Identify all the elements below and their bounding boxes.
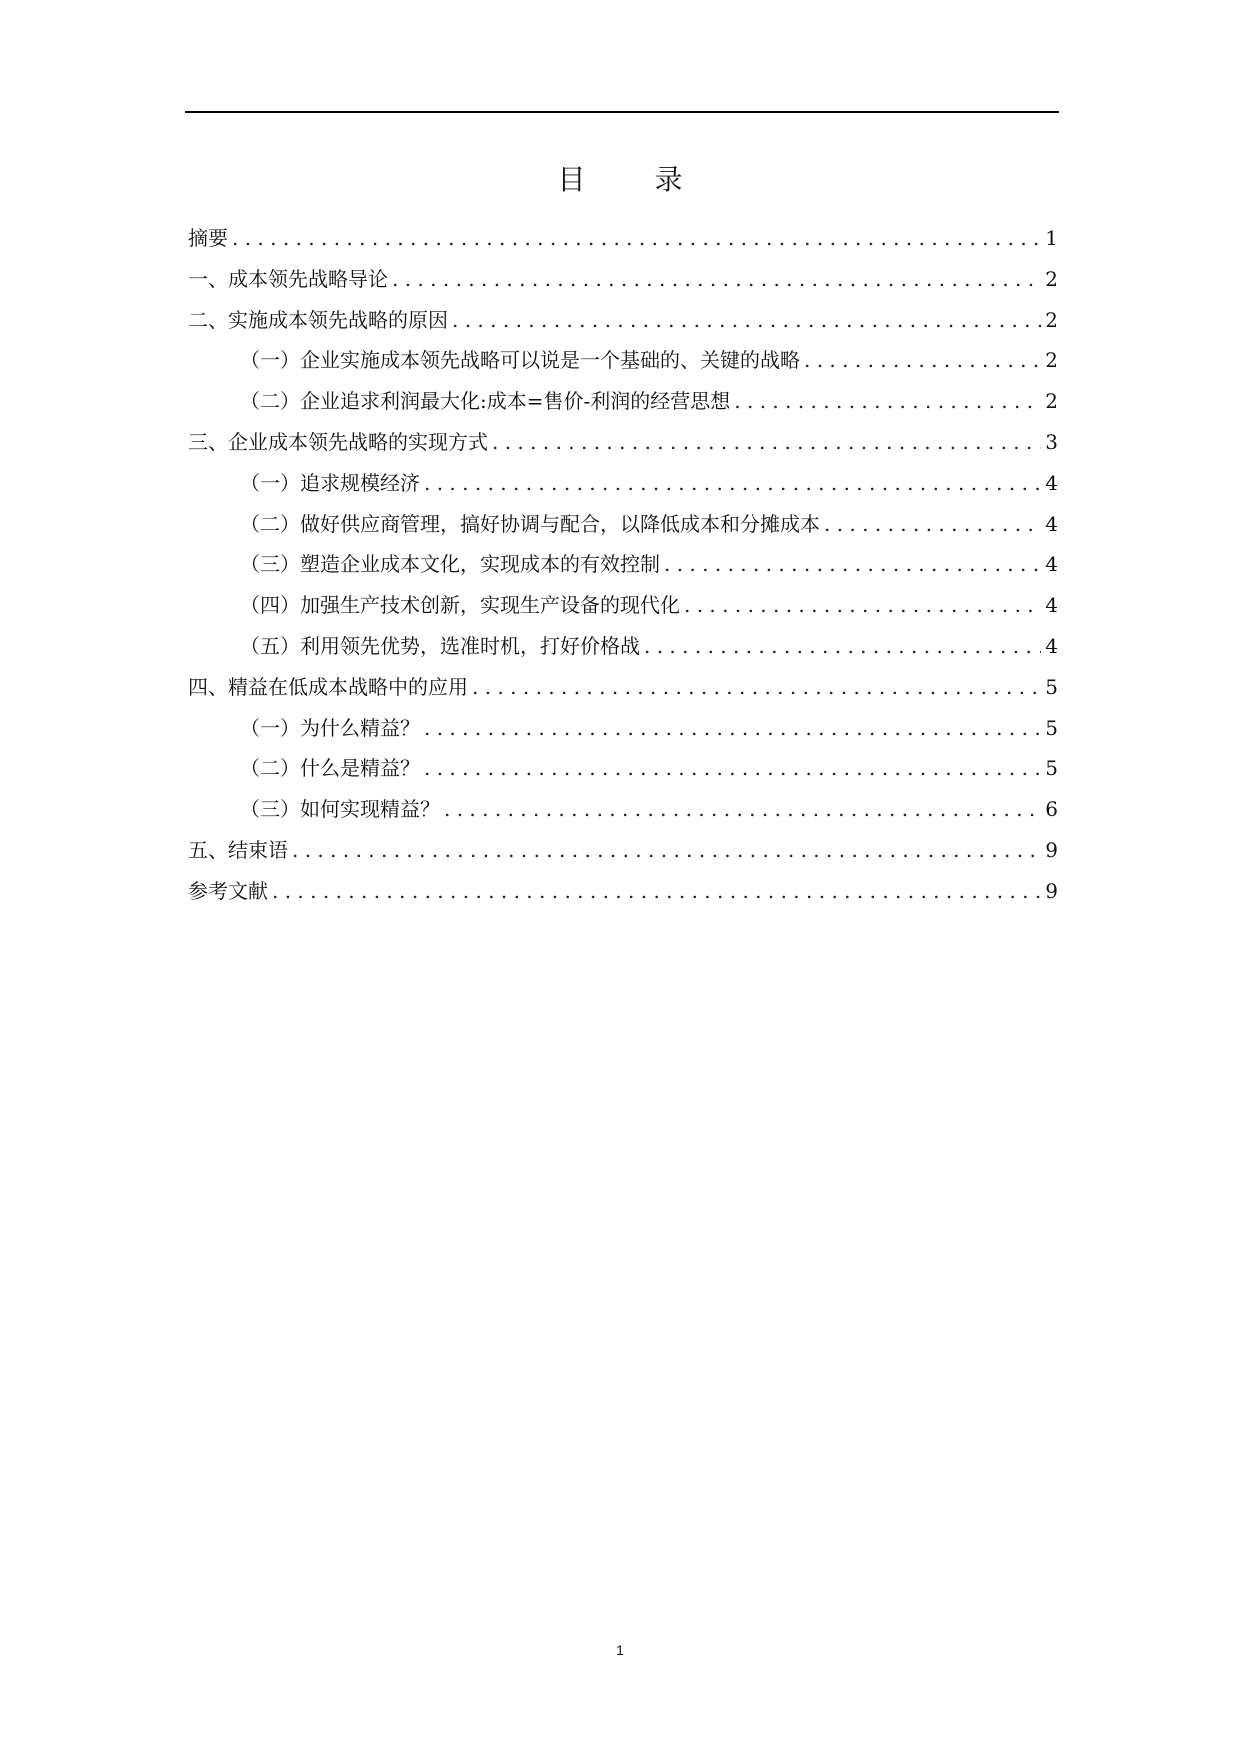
header-rule [185, 111, 1059, 113]
toc-entry[interactable] [188, 830, 1058, 871]
toc-entry-text: （二）做好供应商管理，搞好协调与配合，以降低成本和分摊成本 [240, 511, 820, 536]
toc-entry[interactable] [188, 300, 1058, 341]
toc-subentry[interactable] [188, 748, 1058, 789]
toc-entry[interactable] [188, 218, 1058, 259]
toc-title: 目 录 [557, 163, 713, 196]
toc-page-number: 5 [1045, 715, 1058, 740]
toc-page-number: 4 [1045, 470, 1058, 495]
toc-entry-text: （三）塑造企业成本文化，实现成本的有效控制 [240, 552, 660, 577]
toc-subentry[interactable] [188, 340, 1058, 381]
toc-page-number: 4 [1045, 552, 1058, 577]
toc-page-number: 9 [1045, 837, 1058, 862]
toc-entry-text: （一）为什么精益？ [240, 715, 420, 740]
toc-dot-leader [472, 667, 1041, 708]
toc-subentry[interactable] [188, 626, 1058, 667]
toc-entry-text: 三、企业成本领先战略的实现方式 [188, 429, 488, 454]
toc-subentry[interactable] [188, 585, 1058, 626]
toc-entry-text: （二）企业追求利润最大化:成本=售价-利润的经营思想 [240, 389, 731, 414]
toc-entry-text: （三）如何实现精益？ [240, 797, 440, 822]
toc-page-number: 2 [1045, 266, 1058, 291]
toc-dot-leader [734, 381, 1041, 422]
toc-entry-text: 一、成本领先战略导论 [188, 266, 388, 291]
toc-subentry[interactable] [188, 789, 1058, 830]
toc-page-number: 4 [1045, 593, 1058, 618]
toc-dot-leader [684, 585, 1041, 626]
toc-entry-text: （二）什么是精益？ [240, 756, 420, 781]
toc-entry-text: 参考文献 [188, 878, 268, 903]
toc-entry-text: （四）加强生产技术创新，实现生产设备的现代化 [240, 593, 680, 618]
toc-entry-text: 二、实施成本领先战略的原因 [188, 307, 448, 332]
toc-dot-leader [424, 708, 1041, 749]
toc-page-number: 4 [1045, 633, 1058, 658]
toc-dot-leader [424, 463, 1041, 504]
toc-page-number: 4 [1045, 511, 1058, 536]
toc-dot-leader [444, 789, 1041, 830]
toc-page-number: 2 [1045, 389, 1058, 414]
toc-dot-leader [452, 300, 1041, 341]
toc-page-number: 5 [1045, 674, 1058, 699]
toc-dot-leader [392, 259, 1041, 300]
toc-entry-text: （一）追求规模经济 [240, 470, 420, 495]
toc-page-number: 5 [1045, 756, 1058, 781]
toc-page-number: 2 [1045, 348, 1058, 373]
toc-subentry[interactable] [188, 463, 1058, 504]
toc-subentry[interactable] [188, 544, 1058, 585]
toc-dot-leader [232, 218, 1041, 259]
toc-dot-leader [824, 504, 1041, 545]
toc-entry-text: 四、精益在低成本战略中的应用 [188, 674, 468, 699]
toc-entry[interactable] [188, 259, 1058, 300]
toc-entry-text: 五、结束语 [188, 837, 288, 862]
toc-entry-text: 摘要 [188, 226, 228, 250]
toc-subentry[interactable] [188, 708, 1058, 749]
toc-dot-leader [804, 340, 1041, 381]
toc-entry[interactable] [188, 422, 1058, 463]
toc-dot-leader [492, 422, 1041, 463]
toc-dot-leader [424, 748, 1041, 789]
toc-page-number: 3 [1045, 429, 1058, 454]
toc-dot-leader [644, 626, 1041, 667]
toc-dot-leader [292, 830, 1041, 871]
toc-dot-leader [664, 544, 1041, 585]
toc-entry-text: （一）企业实施成本领先战略可以说是一个基础的、关键的战略 [240, 348, 800, 373]
toc-page-number: 6 [1045, 797, 1058, 822]
table-of-contents [188, 218, 1058, 912]
toc-subentry[interactable] [188, 381, 1058, 422]
toc-entry[interactable] [188, 871, 1058, 912]
page-number: 1 [616, 1642, 624, 1658]
toc-page-number: 2 [1045, 307, 1058, 332]
toc-entry[interactable] [188, 667, 1058, 708]
toc-entry-text: （五）利用领先优势，选准时机，打好价格战 [240, 633, 640, 658]
toc-page-number: 1 [1045, 226, 1058, 250]
toc-page-number: 9 [1045, 878, 1058, 903]
toc-dot-leader [272, 871, 1041, 912]
toc-subentry[interactable] [188, 504, 1058, 545]
